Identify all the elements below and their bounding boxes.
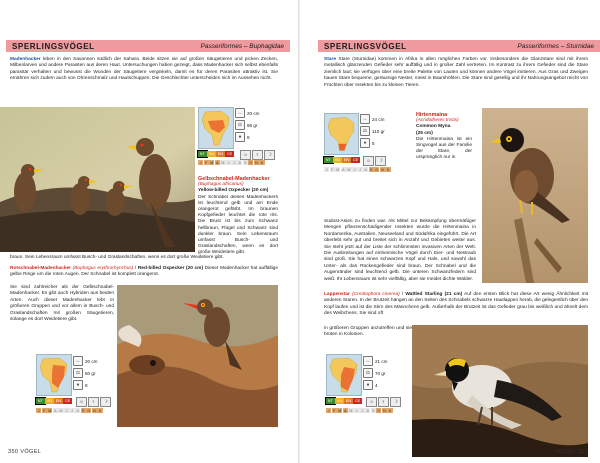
ruler-icon: ↔	[73, 356, 83, 366]
sun-icon: ☼	[76, 397, 87, 407]
africa-map-icon	[37, 355, 71, 395]
weight-icon: ⚖	[73, 368, 83, 378]
red-billed-weight: ⚖ 60 gr	[73, 368, 95, 378]
hirtenmaina-name: Hirtenmaina	[416, 112, 448, 118]
red-billed-heading-text: Rotschnabel-Madenhacker (Buphagus erythrorhynchus) / Red-billed Oxpecker (20 cm) Dieser Madenhacker hat auffällige gelbe Ringe um die roten Augen. Der Schnabel ist komplett orangerot.	[10, 266, 279, 278]
ruler-icon: ↔	[235, 108, 245, 118]
redlist-nt: NT	[199, 152, 205, 156]
hirtenmaina-redlist: NT VU EN CE	[325, 158, 359, 162]
moon-icon: ☽	[375, 156, 386, 166]
yellow-billed-clutch: ● 8	[235, 132, 250, 142]
right-page	[302, 0, 600, 463]
left-page-number: 350 VÖGEL	[8, 449, 42, 455]
female-icon: ♀	[378, 397, 389, 407]
red-billed-habitat-icons	[76, 397, 112, 407]
hirtenmaina-english: Common Myna	[416, 124, 451, 130]
ruler-icon: ↔	[363, 356, 373, 366]
moon-icon: ☽	[264, 150, 275, 160]
weight-icon: ⚖	[363, 368, 373, 378]
lappenstar-habitat-icons	[366, 397, 402, 407]
egg-icon: ●	[360, 138, 370, 148]
common-myna-photo	[482, 108, 588, 283]
red-billed-clutch: ● 8	[73, 380, 88, 390]
lappenstar-body-wide: Auf den ersten Blick hat diese Art wenig Ähnlichkeit mit anderen Staren. In der Brutzeit hängen an den Seiten des Schnabels schwarze Hautlappen herab, die gelegentlich über den Kopf laufen und ist die Stirn des Männchens gelb. Außerhalb der Brutzeit ist das Gefieder grau bis weißlich und ähnelt dem des Weibchens. Sie sind oft	[324, 292, 589, 317]
red-billed-body-top: Dieser Madenhacker hat auffällige gelbe Ringe um die roten Augen. Der Schnabel ist komplett orangerot.	[10, 266, 279, 278]
yellow-billed-body-continued: braun. Sein Lebensraum umfasst Busch- und Graslandschaften, wenn es dort große Weidetiere gibt.	[10, 255, 224, 260]
redlist-vu: VU	[208, 152, 214, 156]
right-header-scientific: Passeriformes – Sturnidae	[517, 42, 594, 50]
redlist-ce: CE	[226, 152, 233, 156]
ruler-icon: ↔	[360, 114, 370, 124]
red-billed-oxpecker-panel	[36, 354, 112, 418]
red-billed-oxpecker-photo	[117, 285, 278, 427]
wattled-starling-illustration	[412, 325, 588, 457]
madenhacker-intro-body: leben in den Savannen südlich der Sahara. Beide sitzen sie auf großen Säugetieren und picken Zecken, Milbenlarven und andere Parasiten aus deren Haut. Untersuchungen haben gezeigt, dass Madenhacker sich selbst ebenfalls parasitär verhalten und bewusst die Wunden der Säugetiere verginkeln, damit es für deren Parasiten attraktiv ist. Sie ernähren sich zudem auch von Ohrenschmalz und Hautschuppen. Die Geschlechter unterscheiden sich im Aussehen nicht.	[10, 57, 278, 82]
red-billed-name: Rotschnabel-Madenhacker	[10, 266, 72, 271]
egg-icon: ●	[235, 132, 245, 142]
yellow-billed-habitat-icons	[240, 150, 276, 160]
yellow-billed-weight: ⚖ 65 gr	[235, 120, 257, 130]
red-billed-english: Red-billed Oxpecker (20 cm)	[137, 266, 204, 271]
yellow-billed-sci: (Buphagus africanus)	[198, 182, 244, 188]
sun-icon: ☼	[240, 150, 251, 160]
lappenstar-intro-text: Lappenstar (Creatophora cinerea) / Wattled Starling (21 cm) Auf den ersten Blick hat diese Art wenig Ähnlichkeit mit anderen Staren. In der Brutzeit hängen an den Seiten des Schnabels schwarze Hautlappen herab, die gelegentlich über den Kopf laufen und ist die Stirn des Männchens gelb. Außerhalb der Brutzeit ist das Gefieder grau bis weißlich und ähnelt dem des Weibchens. Sie sind oft	[324, 292, 589, 317]
lappenstar-range-map	[326, 354, 362, 396]
hirtenmaina-length: ↔ 24 cm	[360, 114, 385, 124]
left-section-header	[6, 40, 290, 52]
yellow-billed-name: Gelbschnabel-Madenhacker	[198, 176, 270, 182]
moon-icon: ☽	[390, 397, 401, 407]
hirtenmaina-english-size: (25 cm)	[416, 130, 433, 136]
yellow-billed-length: ↔ 20 cm	[235, 108, 260, 118]
yellow-billed-caption	[198, 176, 278, 257]
oxpecker-group-illustration	[0, 107, 195, 252]
hirtenmaina-clutch: ● 5	[360, 138, 375, 148]
stare-lead: Stare	[324, 57, 336, 62]
lappenstar-english: Wattled Starling (21 cm)	[405, 292, 463, 297]
female-icon: ♀	[252, 150, 263, 160]
lappenstar-name: Lappenstar	[324, 292, 350, 297]
red-billed-breeding-months: J F M A M J J A S O N D	[37, 408, 102, 413]
sun-icon: ☼	[366, 397, 377, 407]
hirtenmaina-sci: (Acridotheres tristis)	[416, 118, 459, 124]
africa-map-icon	[327, 355, 361, 395]
left-intro-text	[10, 57, 278, 83]
left-header-title: SPERLINGSVÖGEL	[12, 41, 95, 51]
egg-icon: ●	[363, 380, 373, 390]
red-billed-sci: (Buphagus erythrorhynchus)	[72, 266, 134, 271]
lappenstar-sci: (Creatophora cinerea)	[352, 292, 400, 297]
hirtenmaina-breeding-months: J F M A M J J A S O N D	[325, 167, 390, 172]
lappenstar-breeding-months: J F M A M J J A S O N D	[327, 408, 392, 413]
oxpecker-group-photo	[0, 107, 195, 252]
weight-icon: ⚖	[360, 126, 370, 136]
egg-icon: ●	[73, 380, 83, 390]
yellow-billed-oxpecker-panel	[198, 107, 278, 173]
hirtenmaina-range-map	[324, 113, 359, 155]
lappenstar-body-narrow: in größeren Gruppen anzutreffen und sie brüten in Kolonien.	[324, 326, 412, 338]
left-page	[0, 0, 298, 463]
hirtenmaina-habitat-icons	[363, 156, 387, 166]
red-billed-illustration	[117, 285, 278, 427]
madenhacker-lead: Madenhacker	[10, 57, 41, 62]
sun-icon: ☼	[363, 156, 374, 166]
lappenstar-length: ↔ 21 cm	[363, 356, 388, 366]
right-header-title: SPERLINGSVÖGEL	[324, 41, 407, 51]
moon-icon: ☽	[100, 397, 111, 407]
lappenstar-panel	[326, 354, 404, 418]
africa-map-icon	[199, 108, 233, 148]
female-icon: ♀	[88, 397, 99, 407]
hirtenmaina-caption	[416, 112, 472, 162]
africa-map-icon	[325, 114, 358, 154]
myna-illustration	[482, 108, 588, 283]
stare-intro-text	[324, 57, 588, 89]
lappenstar-weight: ⚖ 70 gr	[363, 368, 385, 378]
red-billed-length: ↔ 20 cm	[73, 356, 98, 366]
yellow-billed-english: Yellow-billed Oxpecker (20 cm)	[198, 188, 269, 194]
redlist-en: EN	[217, 152, 224, 156]
red-billed-redlist: NT VU EN CE	[37, 399, 71, 403]
wattled-starling-photo	[412, 325, 588, 457]
yellow-billed-breeding-months: J F M A M J J A S O N D	[199, 160, 264, 165]
yellow-billed-range-map	[198, 107, 234, 149]
stare-intro-body: Stare (Sturnidae) kommen in Afrika in allen möglichen Farben vor. Insbesondere die Glanzstare sind mit ihrem metallisch glänzenden Gefieder sehr auffällig und in großer Zahl vertreten. Im Kontrast zu ihrem Gefieder sind die Stare ziemlich laut; sie verfügen über eine breite Palette von Lauten und können andere Vögel imitieren. Aus Gras und Zweigen bauen Stare bequeme, geräumige Nester, meist in Baumhöhlen. Die Stare sind gesellig und ihr Nahrungsangebot reicht von Früchten über Insekten bis zu kleinen Tieren.	[324, 57, 588, 88]
lappenstar-clutch: ● 4	[363, 380, 378, 390]
hirtenmaina-body-wide: Südost-Asien zu finden war. Als Mittel zur Bekämpfung übermäßiger Mengen pflanzenschädigender Insekten wurde die Hirtenmaina in Nordamerika, Australien, Neuseeland und Südafrika eingeführt. Die Art überlebt sehr gut und breitet sich in Anzahl und Gebieten weiter aus. Sie steht jetzt auf der Liste der schlimmsten invasiven Arten der Welt. Die Ausbreitungen auf einheimische Vögel durch Eier- und Nestraub sind groß. Sie hat einen schwarzen Kopf und Hals, und sowohl das Unter- als das Rückengefieder sind braun. Der Schnabel und die Augenränder sind leuchtend gelb. Die unteren Schwanzfedern sind weiß. Ihr Lebensraum ist sehr vielfältig, aber sie meidet dichte Wälder.	[324, 219, 476, 282]
right-section-header	[318, 40, 600, 52]
yellow-billed-redlist	[198, 151, 234, 157]
hirtenmaina-panel	[324, 113, 414, 175]
weight-icon: ⚖	[235, 120, 245, 130]
hirtenmaina-body-narrow: Die Hirtenmaina ist ein Singvogel aus der Familie der Stare, der ursprünglich nur in	[416, 136, 472, 161]
lappenstar-redlist: NT VU EN CE	[327, 399, 361, 403]
hirtenmaina-weight: ⚖ 110 gr	[360, 126, 385, 136]
right-page-number: VÖGEL 351	[554, 449, 588, 455]
yellow-billed-body: Der Schnabel dieses Madenhackers ist leuchtend gelb und am Ende orangerot gefärbt. Im braunen Kopfgefieder leuchtet die rote Iris. Die Brust ist bis zum Schwanz hellbraun, Flügel und Schwanz sind dunkler braun. Sein Lebensraum umfasst Busch- und Graslandschaften, wenn es dort große Weidetiere gibt.	[198, 194, 278, 256]
red-billed-range-map	[36, 354, 72, 396]
left-header-scientific: Passeriformes – Buphagidae	[200, 42, 284, 50]
red-billed-body-left: Sie sind zahlreicher als der Gelbschnabel-Madenhacker. Es gibt auch Hybriden aus beiden Arten. Auch dieser Madenhacker lebt in größeren Gruppen und vor allem in Busch- und Graslandschaften mit großen Säugetieren, solange es dort Weidetiere gibt.	[10, 285, 114, 323]
